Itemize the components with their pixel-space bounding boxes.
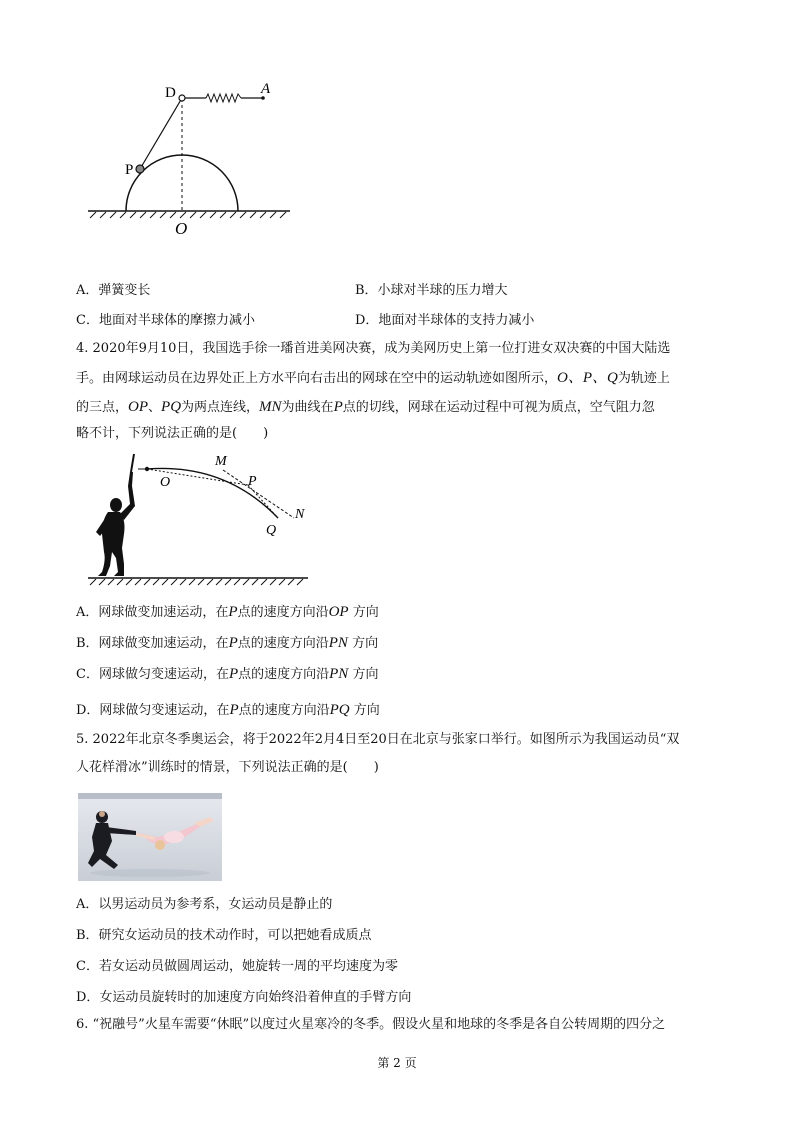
- q3-option-d[interactable]: D．地面对半球体的支持力减小: [355, 313, 535, 328]
- q4-option-d[interactable]: D．网球做匀变速运动，在P点的速度方向沿PQ 方向: [76, 702, 380, 718]
- label-A: A: [261, 81, 271, 97]
- q4-stem-line3: 的三点，OP、PQ为两点连线，MN为曲线在P点的切线，网球在运动过程中可视为质点，空气阻力忽: [76, 399, 655, 415]
- spring-hemisphere-figure: [80, 75, 310, 245]
- q5-option-a[interactable]: A．以男运动员为参考系，女运动员是静止的: [76, 897, 333, 912]
- label-P: P: [248, 474, 257, 489]
- label-N: N: [295, 507, 305, 522]
- q4-stem-line1: 4. 2020年9月10日，我国选手徐一璠首进美网决赛，成为美网历史上第一位打进女双决赛的中国大陆选: [76, 341, 671, 356]
- page-number: 第 2 页: [377, 1056, 417, 1070]
- tennis-player-silhouette: [96, 472, 135, 576]
- q5-option-b[interactable]: B．研究女运动员的技术动作时，可以把她看成质点: [76, 928, 372, 943]
- q4-option-b[interactable]: B．网球做变加速运动，在P点的速度方向沿PN 方向: [76, 635, 379, 651]
- q4-stem-line2: 手。由网球运动员在边界处正上方水平向右击出的网球在空中的运动轨迹如图所示，O、P、Q为轨迹上: [76, 370, 670, 386]
- q4-option-c[interactable]: C．网球做匀变速运动，在P点的速度方向沿PN 方向: [76, 666, 379, 682]
- q3-option-a[interactable]: A．弹簧变长: [76, 283, 151, 298]
- q4-option-a[interactable]: A．网球做变加速运动，在P点的速度方向沿OP 方向: [76, 604, 379, 620]
- label-D: D: [165, 85, 176, 101]
- q3-option-b[interactable]: B．小球对半球的压力增大: [355, 283, 508, 298]
- tennis-trajectory-figure: [80, 448, 320, 593]
- label-O: O: [160, 475, 171, 490]
- label-P: P: [125, 162, 134, 178]
- q5-option-d[interactable]: D．女运动员旋转时的加速度方向始终沿着伸直的手臂方向: [76, 990, 412, 1005]
- q3-option-c[interactable]: C．地面对半球体的摩擦力减小: [76, 313, 255, 328]
- figure-skating-photo: [78, 793, 222, 881]
- q5-stem-line1: 5. 2022年北京冬季奥运会，将于2022年2月4日至20日在北京与张家口举行。如图所示为我国运动员“双: [76, 732, 680, 747]
- q4-stem-line4: 略不计，下列说法正确的是( ): [76, 426, 269, 441]
- label-Q: Q: [266, 523, 277, 538]
- label-M: M: [215, 454, 227, 469]
- q6-stem-line1: 6. “祝融号”火星车需要“休眠”以度过火星寒冷的冬季。假设火星和地球的冬季是各自公转周期的四分之: [76, 1017, 666, 1032]
- label-O: O: [175, 219, 188, 238]
- q5-option-c[interactable]: C．若女运动员做圆周运动，她旋转一周的平均速度为零: [76, 959, 398, 974]
- q5-stem-line2: 人花样滑冰”训练时的情景，下列说法正确的是( ): [76, 760, 379, 775]
